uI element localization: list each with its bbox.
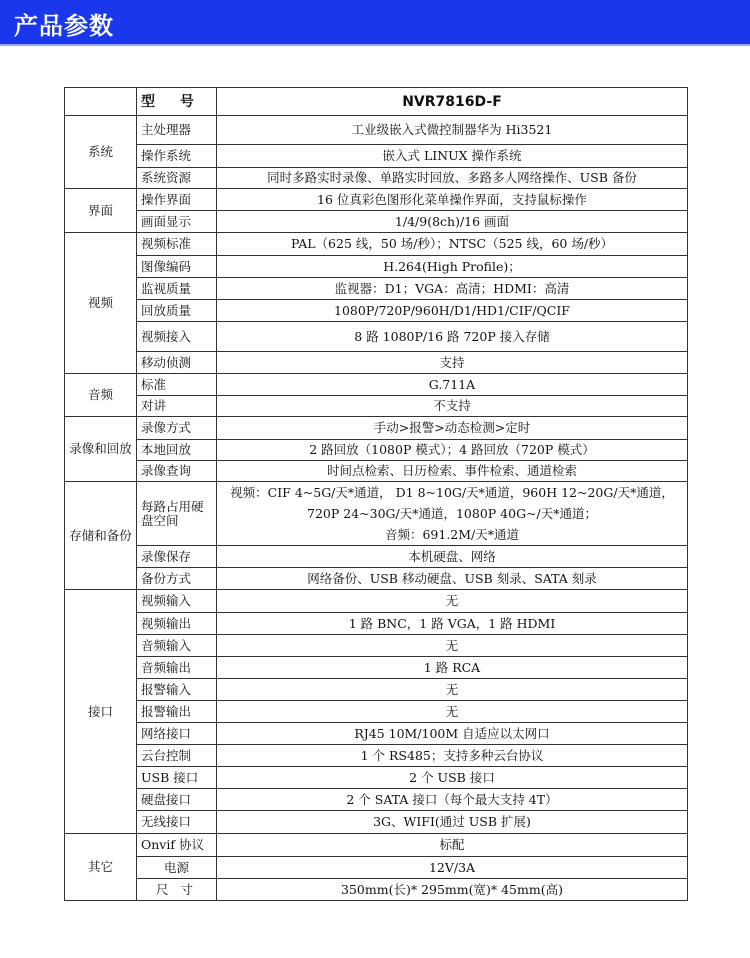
item-cell: 回放质量 (137, 300, 217, 322)
value-cell: 工业级嵌入式微控制器华为 Hi3521 (217, 116, 688, 145)
value-line: 音频：691.2M/天*通道 (384, 527, 520, 542)
item-cell: 操作系统 (137, 145, 217, 168)
item-cell: USB 接口 (137, 767, 217, 789)
value-cell: 嵌入式 LINUX 操作系统 (217, 145, 688, 168)
value-cell: G.711A (217, 374, 688, 396)
banner-divider (0, 44, 750, 46)
item-cell: Onvif 协议 (137, 834, 217, 857)
item-cell: 视频标准 (137, 233, 217, 256)
table-row (65, 657, 688, 679)
value-cell-multiline (217, 482, 688, 546)
spec-table (64, 87, 688, 901)
item-cell: 报警输入 (137, 679, 217, 701)
header-blank-cell (65, 88, 137, 116)
table-row (65, 767, 688, 789)
value-cell: 无 (217, 701, 688, 723)
table-row (65, 189, 688, 211)
value-cell: 无 (217, 635, 688, 657)
item-cell: 视频输出 (137, 613, 217, 635)
value-cell: 350mm(长)* 295mm(宽)* 45mm(高) (217, 879, 688, 901)
value-cell: 监视器：D1；VGA：高清；HDMI：高清 (217, 278, 688, 300)
table-row (65, 145, 688, 168)
item-cell: 对讲 (137, 396, 217, 417)
value-cell: 网络备份、USB 移动硬盘、USB 刻录、SATA 刻录 (217, 568, 688, 590)
category-cell-video: 视频 (65, 233, 137, 374)
table-row (65, 233, 688, 256)
value-cell: H.264(High Profile)； (217, 256, 688, 278)
item-cell: 系统资源 (137, 168, 217, 189)
category-cell-storage-backup: 存储和备份 (65, 482, 137, 590)
value-cell: RJ45 10M/100M 自适应以太网口 (217, 723, 688, 745)
category-cell-record-playback: 录像和回放 (65, 417, 137, 482)
value-cell: 2 路回放（1080P 模式）；4 路回放（720P 模式） (217, 440, 688, 461)
item-cell: 录像查询 (137, 461, 217, 482)
table-row (65, 811, 688, 834)
table-row (65, 745, 688, 767)
table-row (65, 613, 688, 635)
item-cell: 录像保存 (137, 546, 217, 568)
value-cell: 时间点检索、日历检索、事件检索、通道检索 (217, 461, 688, 482)
category-cell-other: 其它 (65, 834, 137, 901)
page-banner (0, 0, 750, 44)
item-cell: 报警输出 (137, 701, 217, 723)
value-cell: 无 (217, 679, 688, 701)
table-row (65, 590, 688, 613)
value-cell: 1/4/9(8ch)/16 画面 (217, 211, 688, 233)
table-row (65, 374, 688, 396)
item-cell: 尺 寸 (137, 879, 217, 901)
item-cell: 云台控制 (137, 745, 217, 767)
table-row (65, 568, 688, 590)
table-row (65, 417, 688, 440)
item-cell: 硬盘接口 (137, 789, 217, 811)
item-cell: 主处理器 (137, 116, 217, 145)
header-model-label: 型 号 (137, 88, 217, 116)
item-cell: 画面显示 (137, 211, 217, 233)
item-cell: 音频输入 (137, 635, 217, 657)
item-cell: 音频输出 (137, 657, 217, 679)
category-cell-ports: 接口 (65, 590, 137, 834)
table-row (65, 256, 688, 278)
value-cell: 1 个 RS485；支持多种云台协议 (217, 745, 688, 767)
table-header-row (65, 88, 688, 116)
value-cell: 16 位真彩色图形化菜单操作界面，支持鼠标操作 (217, 189, 688, 211)
value-cell: 同时多路实时录像、单路实时回放、多路多人网络操作、USB 备份 (217, 168, 688, 189)
item-cell: 视频输入 (137, 590, 217, 613)
table-row (65, 461, 688, 482)
item-cell: 操作界面 (137, 189, 217, 211)
table-row (65, 322, 688, 352)
item-cell: 录像方式 (137, 417, 217, 440)
table-row (65, 440, 688, 461)
item-cell: 视频接入 (137, 322, 217, 352)
value-cell: PAL（625 线，50 场/秒）；NTSC（525 线，60 场/秒） (217, 233, 688, 256)
table-row (65, 879, 688, 901)
table-row (65, 723, 688, 745)
table-row (65, 300, 688, 322)
value-cell: 1080P/720P/960H/D1/HD1/CIF/QCIF (217, 300, 688, 322)
page-title: 产品参数 (14, 12, 114, 40)
table-row (65, 168, 688, 189)
value-cell: 1 路 BNC，1 路 VGA，1 路 HDMI (217, 613, 688, 635)
item-cell: 图像编码 (137, 256, 217, 278)
value-cell: 2 个 SATA 接口（每个最大支持 4T） (217, 789, 688, 811)
item-cell: 本地回放 (137, 440, 217, 461)
value-cell: 标配 (217, 834, 688, 857)
value-cell: 1 路 RCA (217, 657, 688, 679)
table-row (65, 679, 688, 701)
table-row (65, 352, 688, 374)
table-row (65, 116, 688, 145)
header-model-value: NVR7816D-F (217, 88, 688, 116)
value-cell: 本机硬盘、网络 (217, 546, 688, 568)
table-row (65, 396, 688, 417)
table-row (65, 482, 688, 546)
table-row (65, 278, 688, 300)
item-cell: 备份方式 (137, 568, 217, 590)
item-cell: 电源 (137, 857, 217, 879)
value-cell: 3G、WIFI(通过 USB 扩展) (217, 811, 688, 834)
table-row (65, 789, 688, 811)
table-row (65, 546, 688, 568)
item-cell: 每路占用硬盘空间 (137, 482, 217, 546)
item-cell: 无线接口 (137, 811, 217, 834)
value-cell: 支持 (217, 352, 688, 374)
value-line: 视频：CIF 4~5G/天*通道， D1 8~10G/天*通道，960H 12~20G/天*通道， (230, 485, 674, 500)
value-cell: 12V/3A (217, 857, 688, 879)
value-cell: 无 (217, 590, 688, 613)
value-cell: 不支持 (217, 396, 688, 417)
table-row (65, 211, 688, 233)
item-cell: 移动侦测 (137, 352, 217, 374)
item-cell: 网络接口 (137, 723, 217, 745)
value-cell: 2 个 USB 接口 (217, 767, 688, 789)
category-cell-interface: 界面 (65, 189, 137, 233)
item-cell: 监视质量 (137, 278, 217, 300)
value-cell: 8 路 1080P/16 路 720P 接入存储 (217, 322, 688, 352)
value-cell: 手动>报警>动态检测>定时 (217, 417, 688, 440)
value-line: 720P 24~30G/天*通道，1080P 40G~/天*通道； (307, 506, 597, 521)
table-row (65, 701, 688, 723)
table-row (65, 857, 688, 879)
category-cell-audio: 音频 (65, 374, 137, 417)
category-cell-system: 系统 (65, 116, 137, 189)
table-row (65, 834, 688, 857)
item-cell: 标准 (137, 374, 217, 396)
table-row (65, 635, 688, 657)
